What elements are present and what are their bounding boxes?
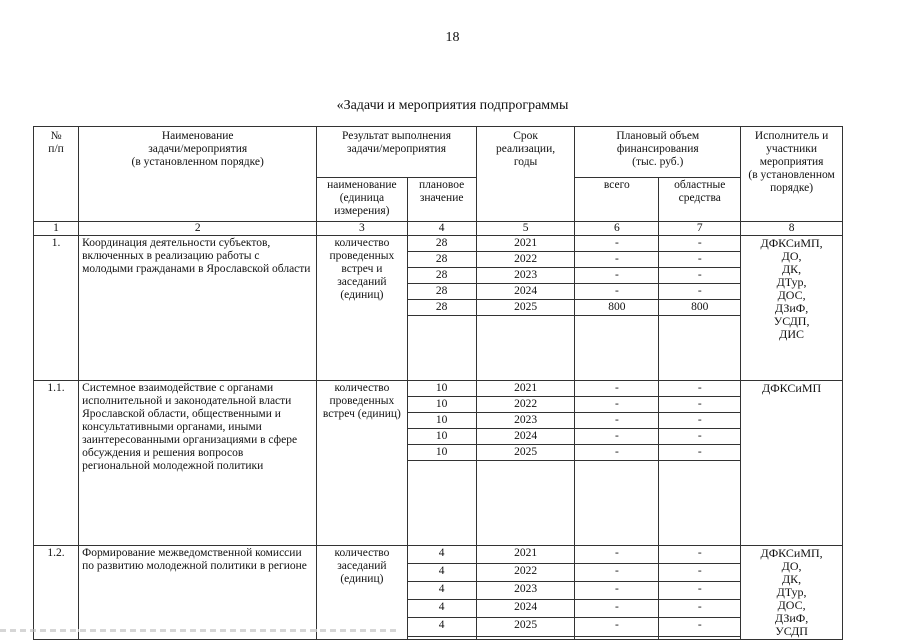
funding-total: - <box>575 268 659 284</box>
task-year-row <box>34 236 843 252</box>
funding-total: - <box>575 546 659 564</box>
planned-value: 10 <box>407 413 476 429</box>
funding-total: - <box>575 284 659 300</box>
planned-value: 28 <box>407 300 476 316</box>
funding-total: - <box>575 381 659 397</box>
planned-value: 4 <box>407 546 476 564</box>
task-number: 1.2. <box>34 546 79 640</box>
funding-regional: - <box>659 582 741 600</box>
task-result-name: количество проведенных встреч (единиц) <box>317 381 407 546</box>
year: 2025 <box>476 300 575 316</box>
task-executor: ДФКСиМП, ДО, ДК, ДТур, ДОС, ДЗиФ, УСДП <box>741 546 843 640</box>
task-name: Формирование межведомственной комиссии по развитию молодежной политики в регионе <box>79 546 317 640</box>
header-funding: Плановый объем финансирования (тыс. руб.) <box>575 127 741 178</box>
year: 2021 <box>476 236 575 252</box>
funding-regional: - <box>659 445 741 461</box>
planned-value: 28 <box>407 236 476 252</box>
year: 2023 <box>476 268 575 284</box>
funding-regional: - <box>659 397 741 413</box>
funding-total: - <box>575 618 659 636</box>
funding-total: - <box>575 445 659 461</box>
column-number: 5 <box>476 222 575 236</box>
planned-value: 4 <box>407 600 476 618</box>
funding-regional: 800 <box>659 300 741 316</box>
funding-regional: - <box>659 236 741 252</box>
funding-regional: - <box>659 284 741 300</box>
planned-value: 28 <box>407 268 476 284</box>
funding-regional: - <box>659 413 741 429</box>
task-result-name: количество заседаний (единиц) <box>317 546 407 640</box>
funding-regional: - <box>659 268 741 284</box>
column-number: 6 <box>575 222 659 236</box>
funding-total: - <box>575 582 659 600</box>
year: 2022 <box>476 564 575 582</box>
funding-regional: - <box>659 252 741 268</box>
year: 2024 <box>476 429 575 445</box>
funding-total: - <box>575 564 659 582</box>
column-number: 2 <box>79 222 317 236</box>
column-numbers-row <box>34 222 843 236</box>
funding-total: - <box>575 236 659 252</box>
funding-regional: - <box>659 381 741 397</box>
task-number: 1.1. <box>34 381 79 546</box>
funding-regional: - <box>659 564 741 582</box>
column-number: 7 <box>659 222 741 236</box>
year: 2022 <box>476 397 575 413</box>
document-title: «Задачи и мероприятия подпрограммы <box>336 98 569 113</box>
planned-value: 10 <box>407 429 476 445</box>
task-executor: ДФКСиМП, ДО, ДК, ДТур, ДОС, ДЗиФ, УСДП, ДИС <box>741 236 843 381</box>
header-num: № п/п <box>34 127 79 222</box>
planned-value: 28 <box>407 284 476 300</box>
header-result: Результат выполнения задачи/мероприятия <box>317 127 476 178</box>
task-name: Системное взаимодействие с органами исполнительной и законодательной власти Ярославской области, общественными и консультативными органами, иными заинтересованными организациями в сфере обсуждения и решения вопросов региональной молодежной политики <box>79 381 317 546</box>
year: 2024 <box>476 600 575 618</box>
funding-regional: - <box>659 600 741 618</box>
year: 2025 <box>476 618 575 636</box>
funding-total: - <box>575 252 659 268</box>
header-executor: Исполнитель и участники мероприятия (в установленном порядке) <box>741 127 843 222</box>
page-number: 18 <box>445 30 460 45</box>
task-number: 1. <box>34 236 79 381</box>
funding-regional: - <box>659 618 741 636</box>
task-executor: ДФКСиМП <box>741 381 843 546</box>
header-result-name: наименование (единица измерения) <box>317 178 407 222</box>
funding-total: - <box>575 413 659 429</box>
task-year-row <box>34 546 843 564</box>
funding-total: - <box>575 397 659 413</box>
year: 2023 <box>476 413 575 429</box>
year: 2025 <box>476 445 575 461</box>
tasks-table <box>33 126 843 640</box>
task-name: Координация деятельности субъектов, включенных в реализацию работы с молодыми гражданами в Ярославской области <box>79 236 317 381</box>
task-year-row <box>34 381 843 397</box>
funding-total: - <box>575 600 659 618</box>
column-number: 8 <box>741 222 843 236</box>
year: 2021 <box>476 381 575 397</box>
planned-value: 4 <box>407 618 476 636</box>
funding-regional: - <box>659 429 741 445</box>
task-result-name: количество проведенных встреч и заседаний (единиц) <box>317 236 407 381</box>
header-funding-regional: областные средства <box>659 178 741 222</box>
column-number: 3 <box>317 222 407 236</box>
funding-regional: - <box>659 546 741 564</box>
year: 2022 <box>476 252 575 268</box>
scan-artifact <box>0 629 400 632</box>
column-number: 1 <box>34 222 79 236</box>
funding-total: 800 <box>575 300 659 316</box>
planned-value: 10 <box>407 445 476 461</box>
column-number: 4 <box>407 222 476 236</box>
header-funding-total: всего <box>575 178 659 222</box>
planned-value: 4 <box>407 582 476 600</box>
planned-value: 10 <box>407 381 476 397</box>
planned-value: 4 <box>407 564 476 582</box>
funding-total: - <box>575 429 659 445</box>
year: 2024 <box>476 284 575 300</box>
year: 2021 <box>476 546 575 564</box>
header-period: Срок реализации, годы <box>476 127 575 222</box>
year: 2023 <box>476 582 575 600</box>
header-result-value: плановое значение <box>407 178 476 222</box>
planned-value: 28 <box>407 252 476 268</box>
planned-value: 10 <box>407 397 476 413</box>
header-name: Наименование задачи/мероприятия (в установленном порядке) <box>79 127 317 222</box>
